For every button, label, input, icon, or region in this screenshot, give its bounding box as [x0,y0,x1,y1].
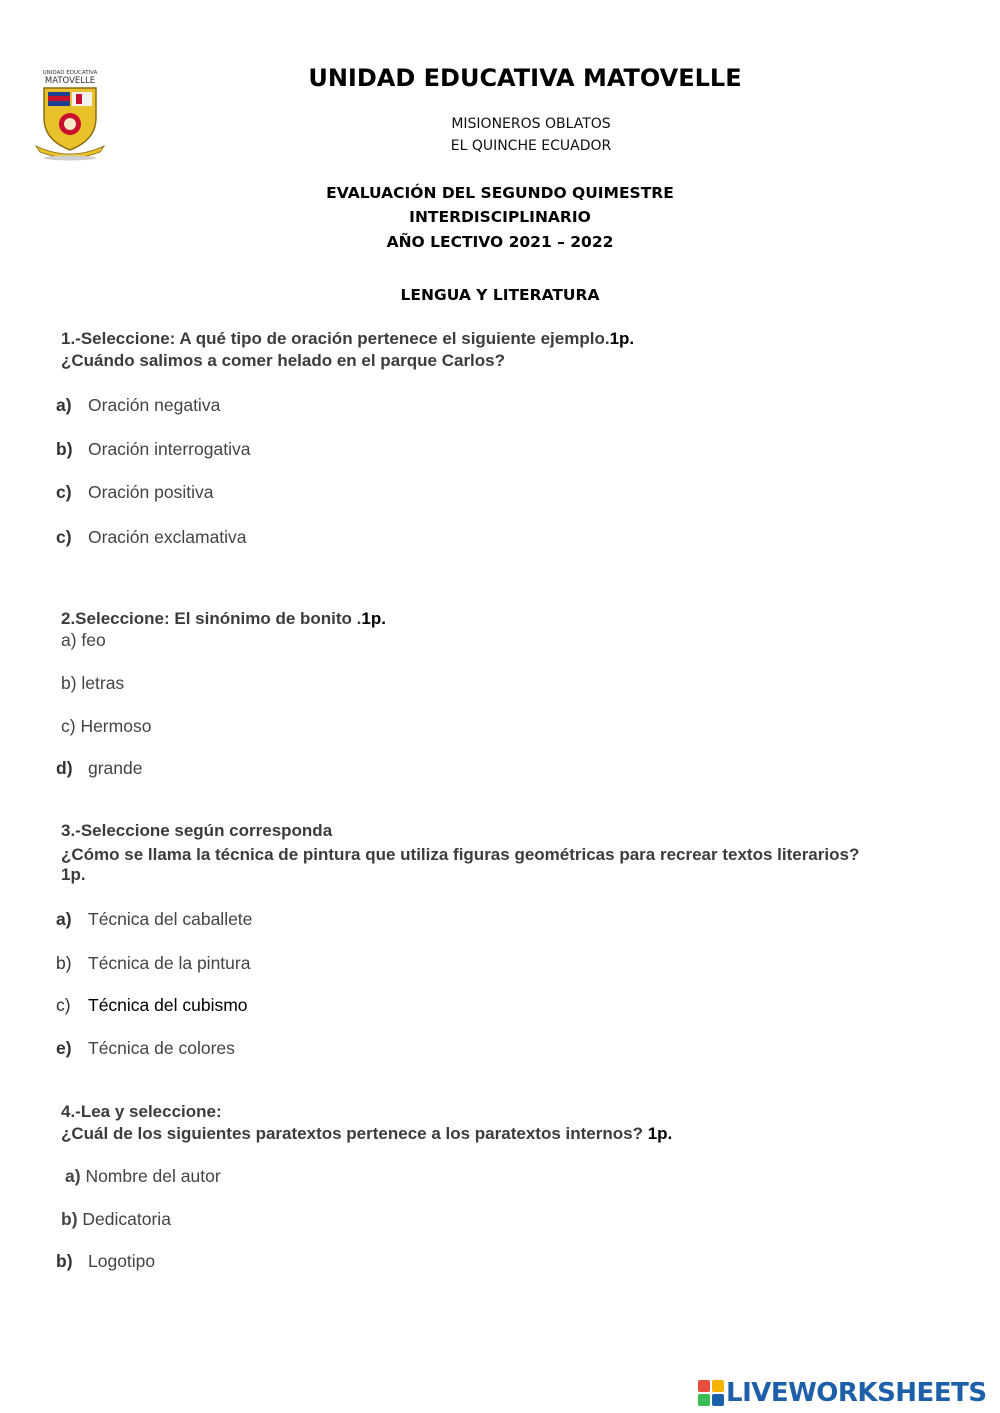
liveworksheets-logo-icon [698,1380,724,1406]
q3-option-c[interactable]: c) Técnica del cubismo [56,995,248,1015]
q4-option-b[interactable]: b) Dedicatoria [61,1209,171,1229]
question-4-question: ¿Cuál de los siguientes paratextos pertenece a los paratextos internos? 1p. [61,1124,673,1143]
question-1-prompt: 1.-Seleccione: A qué tipo de oración pertenece el siguiente ejemplo.1p. [61,329,635,348]
svg-text:MATOVELLE: MATOVELLE [44,76,96,86]
q3-option-b[interactable]: b) Técnica de la pintura [56,953,251,973]
q1-option-b[interactable]: b) Oración interrogativa [56,439,251,459]
q2-option-c[interactable]: c) Hermoso [61,716,152,736]
school-year: AÑO LECTIVO 2021 – 2022 [386,233,614,251]
question-2-prompt: 2.Seleccione: El sinónimo de bonito .1p. [61,609,386,628]
header-line-1: MISIONEROS OBLATOS [451,116,611,132]
question-1-example: ¿Cuándo salimos a comer helado en el parque Carlos? [61,351,506,370]
svg-text:UNIDAD EDUCATIVA: UNIDAD EDUCATIVA [42,70,98,76]
question-3-question: ¿Cómo se llama la técnica de pintura que utiliza figuras geométricas para recrear textos literarios? [61,845,860,864]
liveworksheets-text: LIVEWORKSHEETS [726,1378,987,1408]
exam-type: INTERDISCIPLINARIO [409,208,591,226]
liveworksheets-watermark [698,1377,987,1409]
q1-option-d[interactable]: c) Oración exclamativa [56,527,247,547]
q4-option-a[interactable]: a) Nombre del autor [65,1166,221,1186]
question-3-points: 1p. [61,865,86,884]
q1-option-c[interactable]: c) Oración positiva [56,482,214,502]
q2-option-b[interactable]: b) letras [61,673,125,693]
q1-option-a[interactable]: a) Oración negativa [56,395,221,415]
q3-option-a[interactable]: a) Técnica del caballete [56,909,253,929]
q4-option-c[interactable]: b) Logotipo [56,1251,156,1271]
q3-option-d[interactable]: e) Técnica de colores [56,1038,235,1058]
header-line-2: EL QUINCHE ECUADOR [450,138,612,154]
exam-title: EVALUACIÓN DEL SEGUNDO QUIMESTRE [326,184,674,202]
subject-title: LENGUA Y LITERATURA [400,286,600,304]
q2-option-d[interactable]: d) grande [56,758,143,778]
school-name: UNIDAD EDUCATIVA MATOVELLE [308,64,742,92]
question-4-prompt: 4.-Lea y seleccione: [61,1102,222,1121]
q2-option-a[interactable]: a) feo [61,630,106,650]
question-3-prompt: 3.-Seleccione según corresponda [61,821,333,840]
